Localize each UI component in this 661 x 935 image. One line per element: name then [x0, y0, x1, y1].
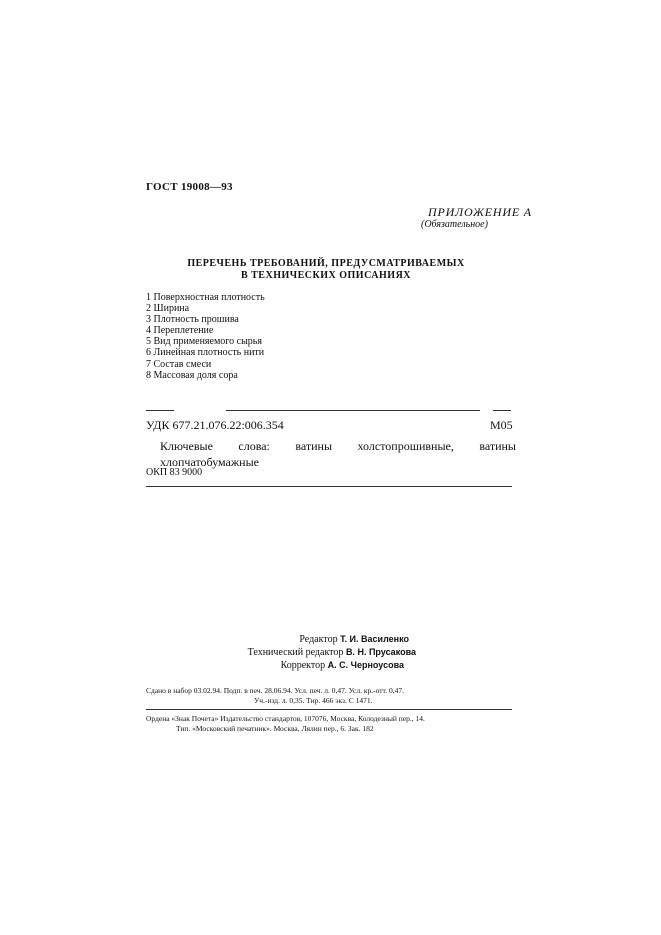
classification-code: М05	[490, 418, 513, 432]
section-title-line-1: ПЕРЕЧЕНЬ ТРЕБОВАНИЙ, ПРЕДУСМАТРИВАЕМЫХ	[187, 258, 465, 269]
staff-name: Т. И. Василенко	[340, 634, 409, 644]
appendix-note: (Обязательное)	[421, 219, 488, 230]
keywords: Ключевые слова: ватины холстопрошивные, ватины хлопчатобумажные	[160, 439, 516, 469]
list-item: 3 Плотность прошива	[146, 314, 239, 326]
staff-role: Редактор	[299, 634, 338, 645]
list-item: 8 Массовая доля сора	[146, 369, 238, 381]
okp-code: ОКП 83 9000	[146, 467, 203, 478]
section-title-line-2: В ТЕХНИЧЕСКИХ ОПИСАНИЯХ	[240, 270, 412, 281]
imprint-line-2: Уч.-изд. л. 0,35. Тир. 466 экз. С 1471.	[254, 696, 373, 705]
list-item: 1 Поверхностная плотность	[146, 292, 265, 303]
staff-list	[238, 633, 416, 672]
divider-short-left	[146, 410, 174, 411]
list-item: 4 Переплетение	[146, 325, 214, 337]
udk-code: УДК 677.21.076.22:006.354	[146, 418, 284, 432]
staff-role: Технический редактор	[247, 647, 344, 658]
divider-imprint	[146, 709, 512, 710]
imprint-line-4: Тип. «Московский печатник». Москва, Лялин пер., 6. Зак. 182	[176, 724, 374, 733]
list-item: 2 Ширина	[146, 303, 190, 315]
staff-name: А. С. Черноусова	[327, 660, 404, 670]
divider-bottom	[146, 486, 512, 487]
standard-header: ГОСТ 19008—93	[146, 181, 233, 193]
list-item: 5 Вид применяемого сырья	[146, 336, 262, 348]
staff-tech-editor	[238, 646, 416, 659]
staff-editor	[238, 633, 416, 646]
list-item: 7 Состав смеси	[146, 358, 212, 370]
imprint-line-1: Сдано в набор 03.02.94. Подп. в печ. 28.06.94. Усл. печ. л. 0,47. Усл. кр.-отт. 0,47.	[146, 686, 405, 695]
imprint-line-3: Ордена «Знак Почета» Издательство стандартов, 107076, Москва, Колодезный пер., 14.	[146, 714, 425, 723]
staff-role: Корректор	[280, 660, 326, 671]
divider-short-mid	[226, 410, 480, 411]
list-item: 6 Линейная плотность нити	[146, 347, 265, 359]
requirements-list	[146, 292, 265, 381]
divider-short-right	[493, 410, 511, 411]
staff-corrector	[238, 659, 404, 672]
staff-name: В. Н. Прусакова	[345, 647, 416, 657]
appendix-title: ПРИЛОЖЕНИЕ А	[428, 205, 532, 219]
